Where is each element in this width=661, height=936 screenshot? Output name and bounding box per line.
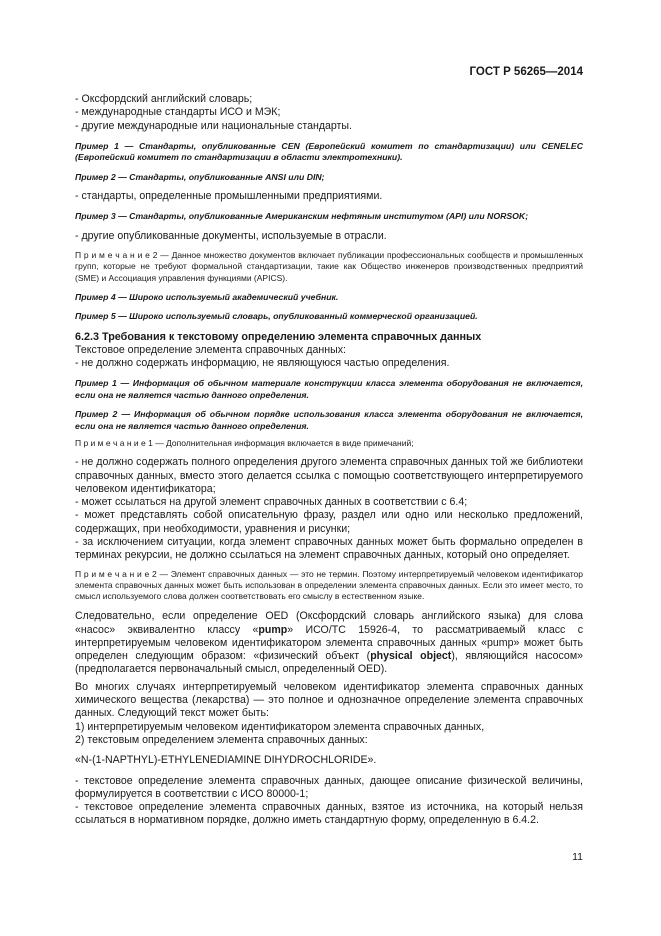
list-item: - международные стандарты ИСО и МЭК; (75, 106, 281, 119)
list-item: - Оксфордский английский словарь; (75, 93, 253, 105)
text-run: » ИСО/ТС 15926-4, то рассматриваемый класс с интерпретируемым человеком идентификатором элемента справочных данных «pump» может быть определен следующим образом: «физический объект ( (75, 623, 583, 663)
list-item: - может представлять собой описательную фразу, раздел или одно или несколько предложений, содержащих, при необходимости, уравнения и рисунки; (75, 509, 583, 535)
list-item: 1) интерпретируемым человеком идентификатором элемента справочных данных, (75, 720, 485, 733)
chemical-name: «N-(1-NAPTHYL)-ETHYLENEDIAMINE DIHYDROCHLORIDE». (75, 754, 377, 767)
example: Пример 3 — Стандарты, опубликованные Американским нефтяным институтом (API) или NORSOK; (75, 211, 529, 222)
list-item: - за исключением ситуации, когда элемент справочных данных может быть формально определен в терминах рекурсии, не должно ссылаться на элемент справочных данных, который оно определяет. (75, 536, 583, 562)
paragraph (75, 610, 583, 676)
text-run: Следовательно, если определение OED (Оксфордский словарь английского языка) для слова «насос» эквивалентно классу « (75, 610, 583, 636)
example: Пример 5 — Широко используемый словарь, опубликованный коммерческой организацией. (75, 311, 478, 322)
note (75, 250, 583, 284)
bold-term: physical object (370, 650, 452, 663)
list-item: - не должно содержать полного определения другого элемента справочных данных той же библиотеки справочных данных, вместо этого делается ссылка с помощью соответствующего интерпретируемого человеком идентификатора; (75, 456, 583, 495)
document-header: ГОСТ Р 56265—2014 (469, 66, 583, 78)
example: Пример 1 — Информация об обычном материале конструкции класса элемента оборудования не включается, если она не является частью данного определения. (75, 378, 583, 400)
note-text: — Элемент справочных данных — это не термин. Поэтому интерпретируемый человеком идентификатор элемента справочных данных может быть использован в определении элемента справочных данных. Если это имеет место, то смысл используемого слова должен соответствовать его смыслу в естественном языке. (75, 568, 583, 602)
paragraph: Во многих случаях интерпретируемый человеком идентификатор элемента справочных данных химического вещества (лекарства) — это полное и однозначное определение элемента справочных данных. Следующий текст может быть: (75, 680, 583, 720)
note (75, 438, 583, 449)
list-item: - стандарты, определенные промышленными предприятиями. (75, 190, 383, 203)
note-label: П р и м е ч а н и е 1 (75, 438, 153, 449)
paragraph: Текстовое определение элемента справочных данных: (75, 343, 346, 356)
list-item: - другие международные или национальные стандарты. (75, 119, 352, 132)
note-label: П р и м е ч а н и е 2 (75, 250, 158, 261)
list-item: - текстовое определение элемента справочных данных, взятое из источника, на который нельзя ссылаться в нормативном порядке, должно иметь стандартную форму, определенную в 6.4.2. (75, 801, 583, 827)
list-item: - другие опубликованные документы, используемые в отрасли. (75, 229, 387, 242)
note-label: П р и м е ч а н и е 2 (75, 568, 157, 579)
section-heading: 6.2.3 Требования к текстовому определению элемента справочных данных (75, 330, 482, 343)
example: Пример 2 — Стандарты, опубликованные ANSI или DIN; (75, 171, 325, 182)
note-text: — Дополнительная информация включается в виде примечаний; (152, 438, 414, 449)
note-text: — Данное множество документов включает публикации профессиональных сообществ и промышленных групп, которые не требуют формальной стандартизации, такие как Общество инженеров производственных предприятий (SME) и Ассоциация управления функциями (APICS). (75, 250, 583, 283)
list-item: - не должно содержать информацию, не являющуюся частью определения. (75, 357, 450, 370)
list-item: - текстовое определение элемента справочных данных, дающее описание физической величины, формулируется в соответствии с ИСО 80000-1; (75, 774, 583, 800)
text-run: ), являющийся насосом» (предполагается первоначальный смысл, определенный OED). (75, 650, 583, 676)
note (75, 569, 583, 603)
list-item: 2) текстовым определением элемента справочных данных: (75, 733, 368, 746)
list-item: - может ссылаться на другой элемент справочных данных в соответствии с 6.4; (75, 496, 468, 509)
example: Пример 4 — Широко используемый академический учебник. (75, 291, 339, 302)
example: Пример 2 — Информация об обычном порядке использования класса элемента оборудования не включается, если она не является частью данного определения. (75, 409, 583, 431)
document-body (75, 93, 583, 828)
bold-term: pump (258, 623, 288, 636)
page-number: 11 (572, 851, 583, 863)
example: Пример 1 — Стандарты, опубликованные CEN (Европейский комитет по стандартизации) или CENELEC (Европейский комитет по стандартизации в области электротехники). (75, 140, 583, 163)
